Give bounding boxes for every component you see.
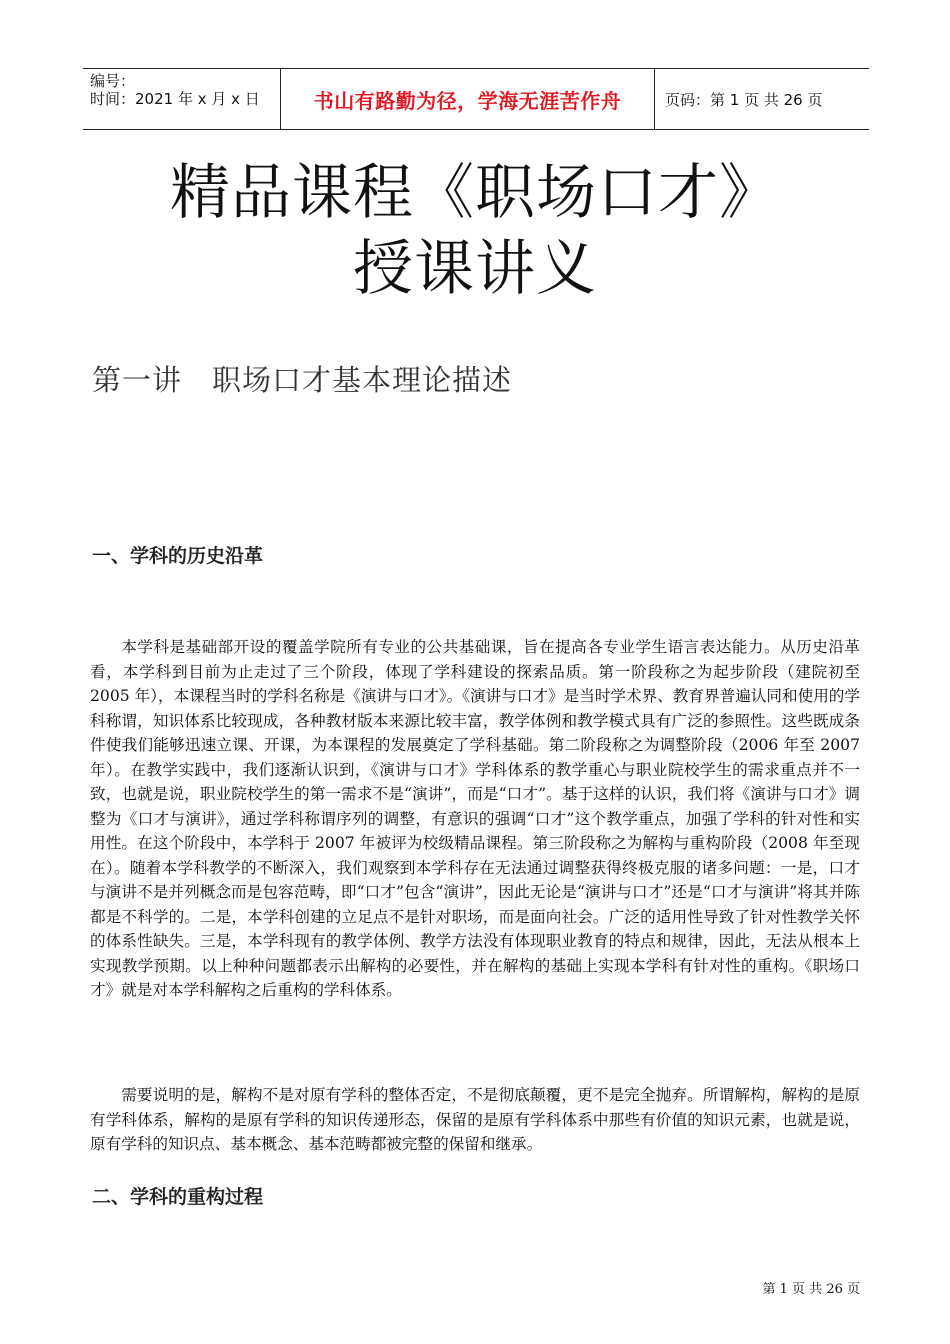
header-page-info: 页码：第 1 页 共 26 页 <box>665 90 823 109</box>
section-heading-history: 一、学科的历史沿革 <box>92 545 264 567</box>
header-table <box>83 68 869 130</box>
paragraph-history: 本学科是基础部开设的覆盖学院所有专业的公共基础课，旨在提高各专业学生语言表达能力。从历史沿革看，本学科到目前为止走过了三个阶段，体现了学科建设的探索品质。第一阶段称之为起步阶段（建院初至 2005 年），本课程当时的学科名称是《演讲与口才》。《演讲与口才》是当时学术界、教育界普遍认同和使用的学科称谓，知识体系比较现成，各种教材版本来源比较丰富，教学体例和教学模式具有广泛的参照性。这些既成条件使我们能够迅速立课、开课，为本课程的发展奠定了学科基础。第二阶段称之为调整阶段（2006 年至 2007 年）。在教学实践中，我们逐渐认识到，《演讲与口才》学科体系的教学重心与职业院校学生的需求重点并不一致，也就是说，职业院校学生的第一需求不是“演讲”，而是“口才”。基于这样的认识，我们将《演讲与口才》调整为《口才与演讲》，通过学科称谓序列的调整，有意识的强调“口才”这个教学重点，加强了学科的针对性和实用性。在这个阶段中，本学科于 2007 年被评为校级精品课程。第三阶段称之为解构与重构阶段（2008 年至现在）。随着本学科教学的不断深入，我们观察到本学科存在无法通过调整获得终极克服的诸多问题：一是，口才与演讲不是并列概念而是包容范畴，即“口才”包含“演讲”，因此无论是“演讲与口才”还是“口才与演讲”将其并陈都是不科学的。二是，本学科创建的立足点不是针对职场，而是面向社会。广泛的适用性导致了针对性教学关怀的体系性缺失。三是，本学科现有的教学体例、教学方法没有体现职业教育的特点和规律，因此，无法从根本上实现教学预期。以上种种问题都表示出解构的必要性，并在解构的基础上实现本学科有针对性的重构。《职场口才》就是对本学科解构之后重构的学科体系。 <box>90 638 860 999</box>
header-motto: 书山有路勤为径，学海无涯苦作舟 <box>281 69 655 129</box>
lecture-title: 第一讲 职场口才基本理论描述 <box>92 363 513 397</box>
number-label: 编号： <box>90 72 136 90</box>
header-meta <box>83 69 281 129</box>
paragraph-deconstruction: 需要说明的是，解构不是对原有学科的整体否定，不是彻底颠覆，更不是完全抛弃。所谓解构，解构的是原有学科体系，解构的是原有学科的知识传递形态，保留的是原有学科体系中那些有价值的知识元素，也就是说，原有学科的知识点、基本概念、基本范畴都被完整的保留和继承。 <box>90 1086 860 1153</box>
main-title-line2: 授课讲义 <box>353 234 597 304</box>
date-label: 时间：2021 年 x 月 x 日 <box>90 90 260 108</box>
main-title-line1: 精品课程《职场口才》 <box>170 158 780 228</box>
section-heading-reconstruction: 二、学科的重构过程 <box>92 1186 264 1208</box>
page-footer: 第 1 页 共 26 页 <box>762 1282 860 1297</box>
